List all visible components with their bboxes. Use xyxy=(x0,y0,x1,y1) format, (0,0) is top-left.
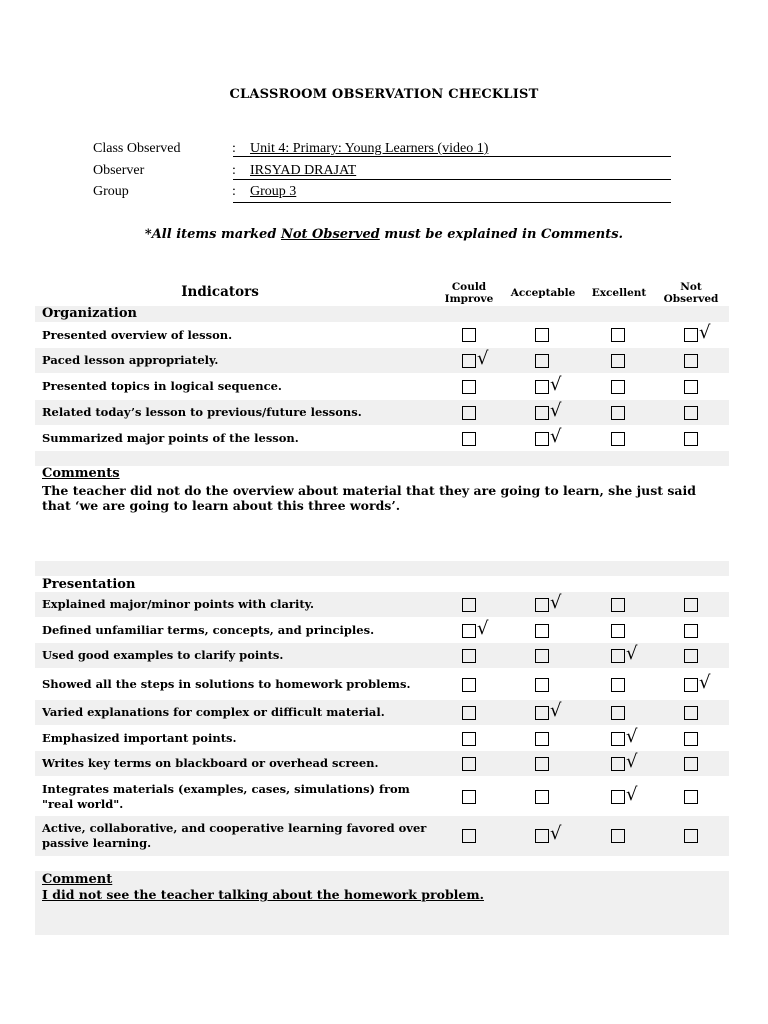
checkbox[interactable] xyxy=(611,678,625,692)
note-underlined: Not Observed xyxy=(280,227,380,242)
checkbox[interactable] xyxy=(462,829,476,843)
checkbox[interactable] xyxy=(462,649,476,663)
header-line: Excellent xyxy=(591,287,647,299)
checkbox[interactable] xyxy=(535,757,549,771)
header-line: Acceptable xyxy=(510,287,576,299)
check-mark-icon: √ xyxy=(626,643,638,664)
check-mark-icon: √ xyxy=(550,426,562,447)
indicator-label: Writes key terms on blackboard or overhead screen. xyxy=(42,756,379,770)
check-mark-icon: √ xyxy=(477,618,489,639)
indicators-header: Indicators xyxy=(181,284,259,300)
info-value: Group 3 xyxy=(250,184,297,199)
checkbox[interactable] xyxy=(611,406,625,420)
checkbox[interactable] xyxy=(684,678,698,692)
check-mark-icon: √ xyxy=(699,322,711,343)
checkbox[interactable] xyxy=(535,380,549,394)
checkbox[interactable] xyxy=(462,406,476,420)
page-title: CLASSROOM OBSERVATION CHECKLIST xyxy=(229,87,539,102)
info-colon: : xyxy=(232,163,236,178)
column-header-excellent xyxy=(584,287,654,299)
underline-rule xyxy=(233,156,671,157)
info-colon: : xyxy=(232,141,236,156)
info-label: Class Observed xyxy=(93,141,181,156)
checkbox[interactable] xyxy=(462,432,476,446)
checkbox[interactable] xyxy=(611,598,625,612)
underline-rule xyxy=(233,202,671,203)
note-prefix: *All items marked xyxy=(144,227,281,242)
checkbox[interactable] xyxy=(684,790,698,804)
checkbox[interactable] xyxy=(611,829,625,843)
info-value: Unit 4: Primary: Young Learners (video 1) xyxy=(250,141,489,156)
checkbox[interactable] xyxy=(684,328,698,342)
header-line: Could xyxy=(451,281,487,293)
indicator-label: Defined unfamiliar terms, concepts, and principles. xyxy=(42,623,375,637)
checkbox[interactable] xyxy=(684,706,698,720)
checkbox[interactable] xyxy=(535,732,549,746)
check-mark-icon: √ xyxy=(550,823,562,844)
checkbox[interactable] xyxy=(684,406,698,420)
check-mark-icon: √ xyxy=(699,672,711,693)
indicator-label: Active, collaborative, and cooperative learning favored over passive learning. xyxy=(42,821,427,850)
checkbox[interactable] xyxy=(684,598,698,612)
checkbox[interactable] xyxy=(535,624,549,638)
separator-band xyxy=(35,561,729,576)
checkbox[interactable] xyxy=(611,328,625,342)
checkbox[interactable] xyxy=(535,432,549,446)
checkbox[interactable] xyxy=(462,790,476,804)
indicator-label: Summarized major points of the lesson. xyxy=(42,431,299,445)
check-mark-icon: √ xyxy=(626,751,638,772)
checkbox[interactable] xyxy=(462,624,476,638)
check-mark-icon: √ xyxy=(626,784,638,805)
checkbox[interactable] xyxy=(611,432,625,446)
section-title-band xyxy=(35,306,729,322)
checkbox[interactable] xyxy=(462,598,476,612)
indicator-label: Explained major/minor points with clarity. xyxy=(42,597,315,611)
info-colon: : xyxy=(232,184,236,199)
checkbox[interactable] xyxy=(611,790,625,804)
checkbox[interactable] xyxy=(535,354,549,368)
comment-heading: Comments xyxy=(42,466,120,481)
checkbox[interactable] xyxy=(611,757,625,771)
instruction-note xyxy=(0,227,768,242)
checkbox[interactable] xyxy=(684,757,698,771)
header-line: Observed xyxy=(663,293,719,305)
checkbox[interactable] xyxy=(535,829,549,843)
header-line: Improve xyxy=(444,293,494,305)
checkbox[interactable] xyxy=(611,649,625,663)
info-label: Observer xyxy=(93,163,145,178)
column-header-not-observed xyxy=(656,281,726,305)
checkbox[interactable] xyxy=(611,624,625,638)
checkbox[interactable] xyxy=(462,678,476,692)
checkbox[interactable] xyxy=(535,649,549,663)
checkbox[interactable] xyxy=(684,380,698,394)
comment-text: I did not see the teacher talking about the homework problem. xyxy=(42,887,484,902)
checkbox[interactable] xyxy=(611,706,625,720)
checkbox[interactable] xyxy=(462,380,476,394)
checkbox[interactable] xyxy=(684,624,698,638)
checkbox[interactable] xyxy=(462,757,476,771)
checkbox[interactable] xyxy=(611,380,625,394)
checkbox[interactable] xyxy=(535,790,549,804)
column-header-acceptable xyxy=(503,287,583,299)
checkbox[interactable] xyxy=(535,406,549,420)
section-title: Presentation xyxy=(42,577,136,592)
checkbox[interactable] xyxy=(684,649,698,663)
checkbox[interactable] xyxy=(684,829,698,843)
indicator-label: Varied explanations for complex or difficult material. xyxy=(42,705,385,719)
separator-band xyxy=(35,871,729,935)
checkbox[interactable] xyxy=(684,432,698,446)
checkbox[interactable] xyxy=(462,354,476,368)
check-mark-icon: √ xyxy=(550,700,562,721)
checkbox[interactable] xyxy=(684,732,698,746)
checkbox[interactable] xyxy=(535,678,549,692)
indicator-label: Paced lesson appropriately. xyxy=(42,353,219,367)
checkbox[interactable] xyxy=(684,354,698,368)
check-mark-icon: √ xyxy=(477,348,489,369)
note-suffix: must be explained in Comments. xyxy=(379,227,624,242)
checkbox[interactable] xyxy=(611,732,625,746)
section-title: Organization xyxy=(42,306,137,321)
indicator-label: Integrates materials (examples, cases, simulations) from "real world". xyxy=(42,781,410,811)
header-line: Not xyxy=(680,281,702,293)
indicator-label: Showed all the steps in solutions to homework problems. xyxy=(42,677,411,691)
column-header-could-improve xyxy=(434,281,504,305)
indicator-label: Related today’s lesson to previous/future lessons. xyxy=(42,405,362,419)
check-mark-icon: √ xyxy=(550,374,562,395)
indicator-label: Used good examples to clarify points. xyxy=(42,648,284,662)
indicator-label: Presented topics in logical sequence. xyxy=(42,379,282,393)
checkbox[interactable] xyxy=(535,328,549,342)
indicator-label: Presented overview of lesson. xyxy=(42,327,233,342)
checkbox[interactable] xyxy=(611,354,625,368)
checkbox[interactable] xyxy=(462,328,476,342)
underline-rule xyxy=(233,179,671,180)
checkbox[interactable] xyxy=(535,706,549,720)
info-label: Group xyxy=(93,184,129,199)
comment-heading: Comment xyxy=(42,872,113,887)
check-mark-icon: √ xyxy=(550,592,562,613)
check-mark-icon: √ xyxy=(550,400,562,421)
checkbox[interactable] xyxy=(535,598,549,612)
comment-text: The teacher did not do the overview about material that they are going to learn, she just said that ‘we are going to learn about this three words’. xyxy=(42,483,697,513)
indicator-label: Emphasized important points. xyxy=(42,731,237,745)
info-value: IRSYAD DRAJAT xyxy=(250,163,357,178)
checkbox[interactable] xyxy=(462,706,476,720)
checkbox[interactable] xyxy=(462,732,476,746)
separator-band xyxy=(35,451,729,466)
check-mark-icon: √ xyxy=(626,726,638,747)
